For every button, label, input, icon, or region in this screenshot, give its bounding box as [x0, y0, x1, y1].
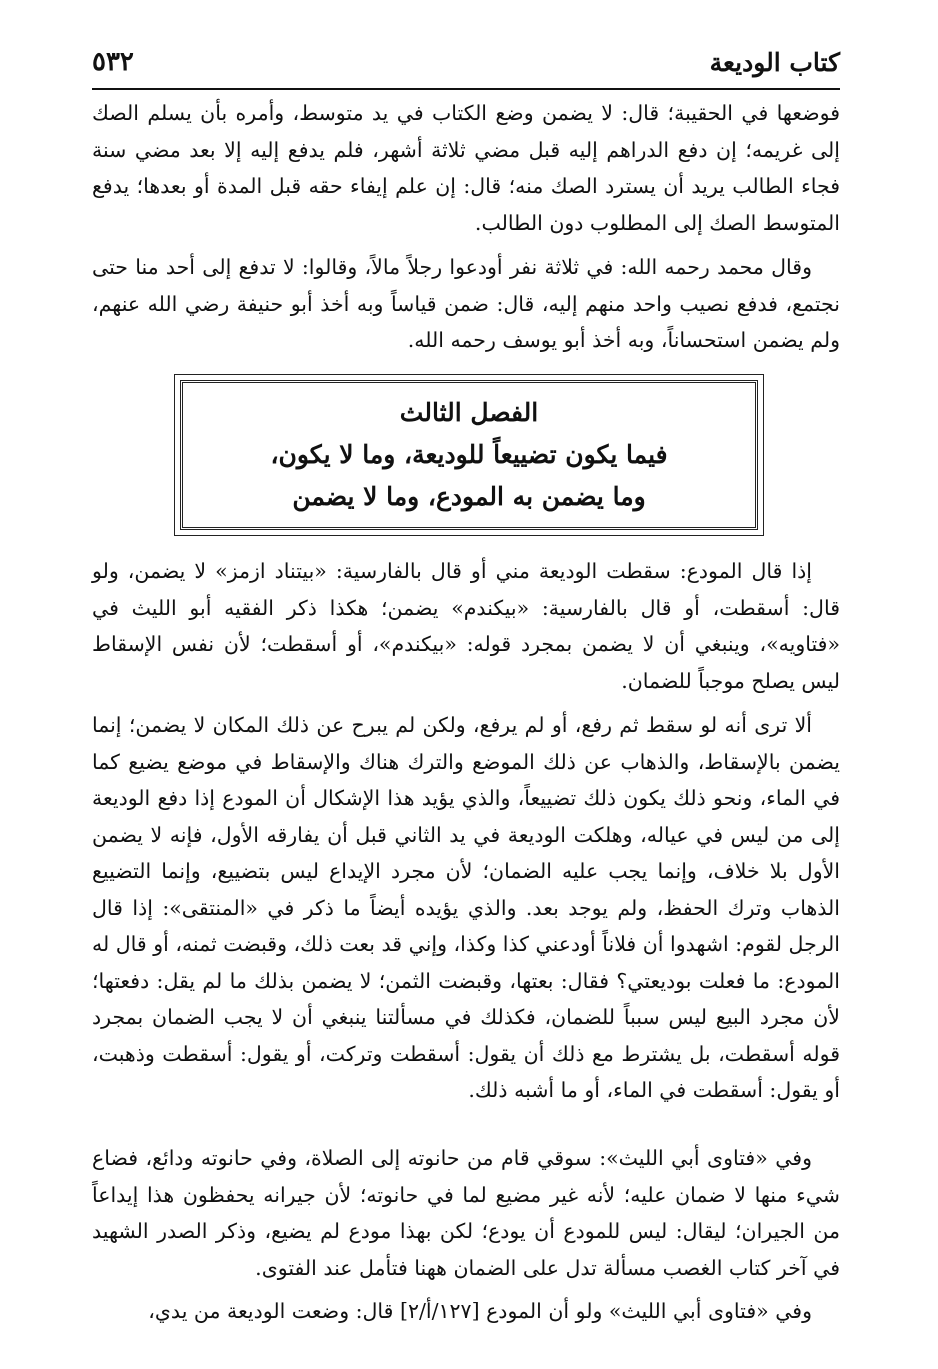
- page-number: ٥٣٢: [92, 47, 134, 77]
- page-header: [92, 42, 840, 82]
- paragraph: وفي «فتاوى أبي الليث» ولو أن المودع [١٢٧/أ/٢] قال: وضعت الوديعة من يدي،: [148, 1299, 812, 1323]
- chapter-subtitle-line1: فيما يكون تضييعاً للوديعة، وما لا يكون،: [270, 440, 668, 469]
- paragraph: وفي «فتاوى أبي الليث»: سوقي قام من حانوته إلى الصلاة، وفي حانوته ودائع، فضاع شيء منها لا ضمان عليه؛ لأنه غير مضيع لما في حانوته؛ لأن جيرانه يحفظون هذا إيداعاً من الجيران؛ ليقال: ليس للمودع أن يودع؛ لكن بهذا مودع لم يضيع، وذكر الصدر الشهيد في آخر كتاب الغصب مسألة تدل على الضمان ههنا فتأمل عند الفتوى.: [92, 1146, 840, 1280]
- paragraph: فوضعها في الحقيبة؛ قال: لا يضمن وضع الكتاب في يد متوسط، وأمره بأن يسلم الصك إلى غريمه؛ إن دفع الدراهم إليه قبل مضي ثلاثة أشهر، فلم يدفع إليه إلا بعد مضي سنة فجاء الطالب يريد أن يسترد الصك منه؛ قال: إن علم إيفاء حقه قبل المدة أو بعدها؛ يدفع المتوسط الصك إلى المطلوب دون الطالب.: [92, 101, 840, 235]
- paragraph: إذا قال المودع: سقطت الوديعة مني أو قال بالفارسية: «بيتناد ازمز» لا يضمن، ولو قال: أسقطت، أو قال بالفارسية: «بيكندم» يضمن؛ هكذا ذكر الفقيه أبو الليث في «فتاويه»، وينبغي أن لا يضمن بمجرد قوله: «بيكندم»، أو أسقطت؛ لأن نفس الإسقاط ليس يصلح موجباً للضمان.: [92, 559, 840, 693]
- chapter-subtitle-line2: وما يضمن به المودع، وما لا يضمن: [292, 482, 646, 511]
- chapter-heading-box: [180, 380, 758, 530]
- paragraph: وقال محمد رحمه الله: في ثلاثة نفر أودعوا رجلاً مالاً، وقالوا: لا تدفع إلى أحد منا حتى نجتمع، فدفع نصيب واحد منهم إليه، قال: ضمن قياساً وبه أخذ أبو حنيفة رضي الله عنهم، ولم يضمن استحساناً، وبه أخذ أبو يوسف رحمه الله.: [92, 255, 840, 352]
- middle-text-block: [92, 553, 840, 1109]
- header-rule: [92, 88, 840, 90]
- running-title: كتاب الوديعة: [709, 47, 840, 77]
- paragraph: ألا ترى أنه لو سقط ثم رفع، أو لم يرفع، ولكن لم يبرح عن ذلك المكان لا يضمن؛ إنما يضمن بالإسقاط، والذهاب عن ذلك الموضع والترك هناك والإسقاط في موضع يضيع كما في الماء، ونحو ذلك يكون ذلك تضييعاً، والذي يؤيد هذا الإشكال أن المودع إذا دفع الوديعة إلى من ليس في عياله، وهلكت الوديعة في يد الثاني قبل أن يفارقه الأول، فإنه لا يضمن الأول بلا خلاف، وإنما يجب عليه الضمان؛ لأن مجرد الإيداع ليس بتضييع، وإنما التضييع الذهاب وترك الحفظ، ولم يوجد بعد. والذي يؤيده أيضاً ما ذكر في «المنتقى»: إذا قال الرجل لقوم: اشهدوا أن فلاناً أودعني كذا وكذا، وإني قد بعت ذلك، وقبضت ثمنه، أو قال له المودع: ما فعلت بوديعتي؟ فقال: بعتها، وقبضت الثمن؛ لا يضمن بذلك ما لم يقل: دفعتها؛ لأن مجرد البيع ليس سبباً للضمان، فكذلك في مسألتنا ينبغي أن لا يجب الضمان بمجرد قوله أسقطت، بل يشترط مع ذلك أن يقول: أسقطت وتركت، أو يقول: أسقطت وذهبت، أو يقول: أسقطت في الماء، أو ما أشبه ذلك.: [92, 713, 840, 1102]
- last-line-block: [92, 1293, 840, 1330]
- top-text-block: [92, 95, 840, 359]
- chapter-title: الفصل الثالث: [399, 398, 539, 427]
- bottom-text-block: [92, 1140, 840, 1286]
